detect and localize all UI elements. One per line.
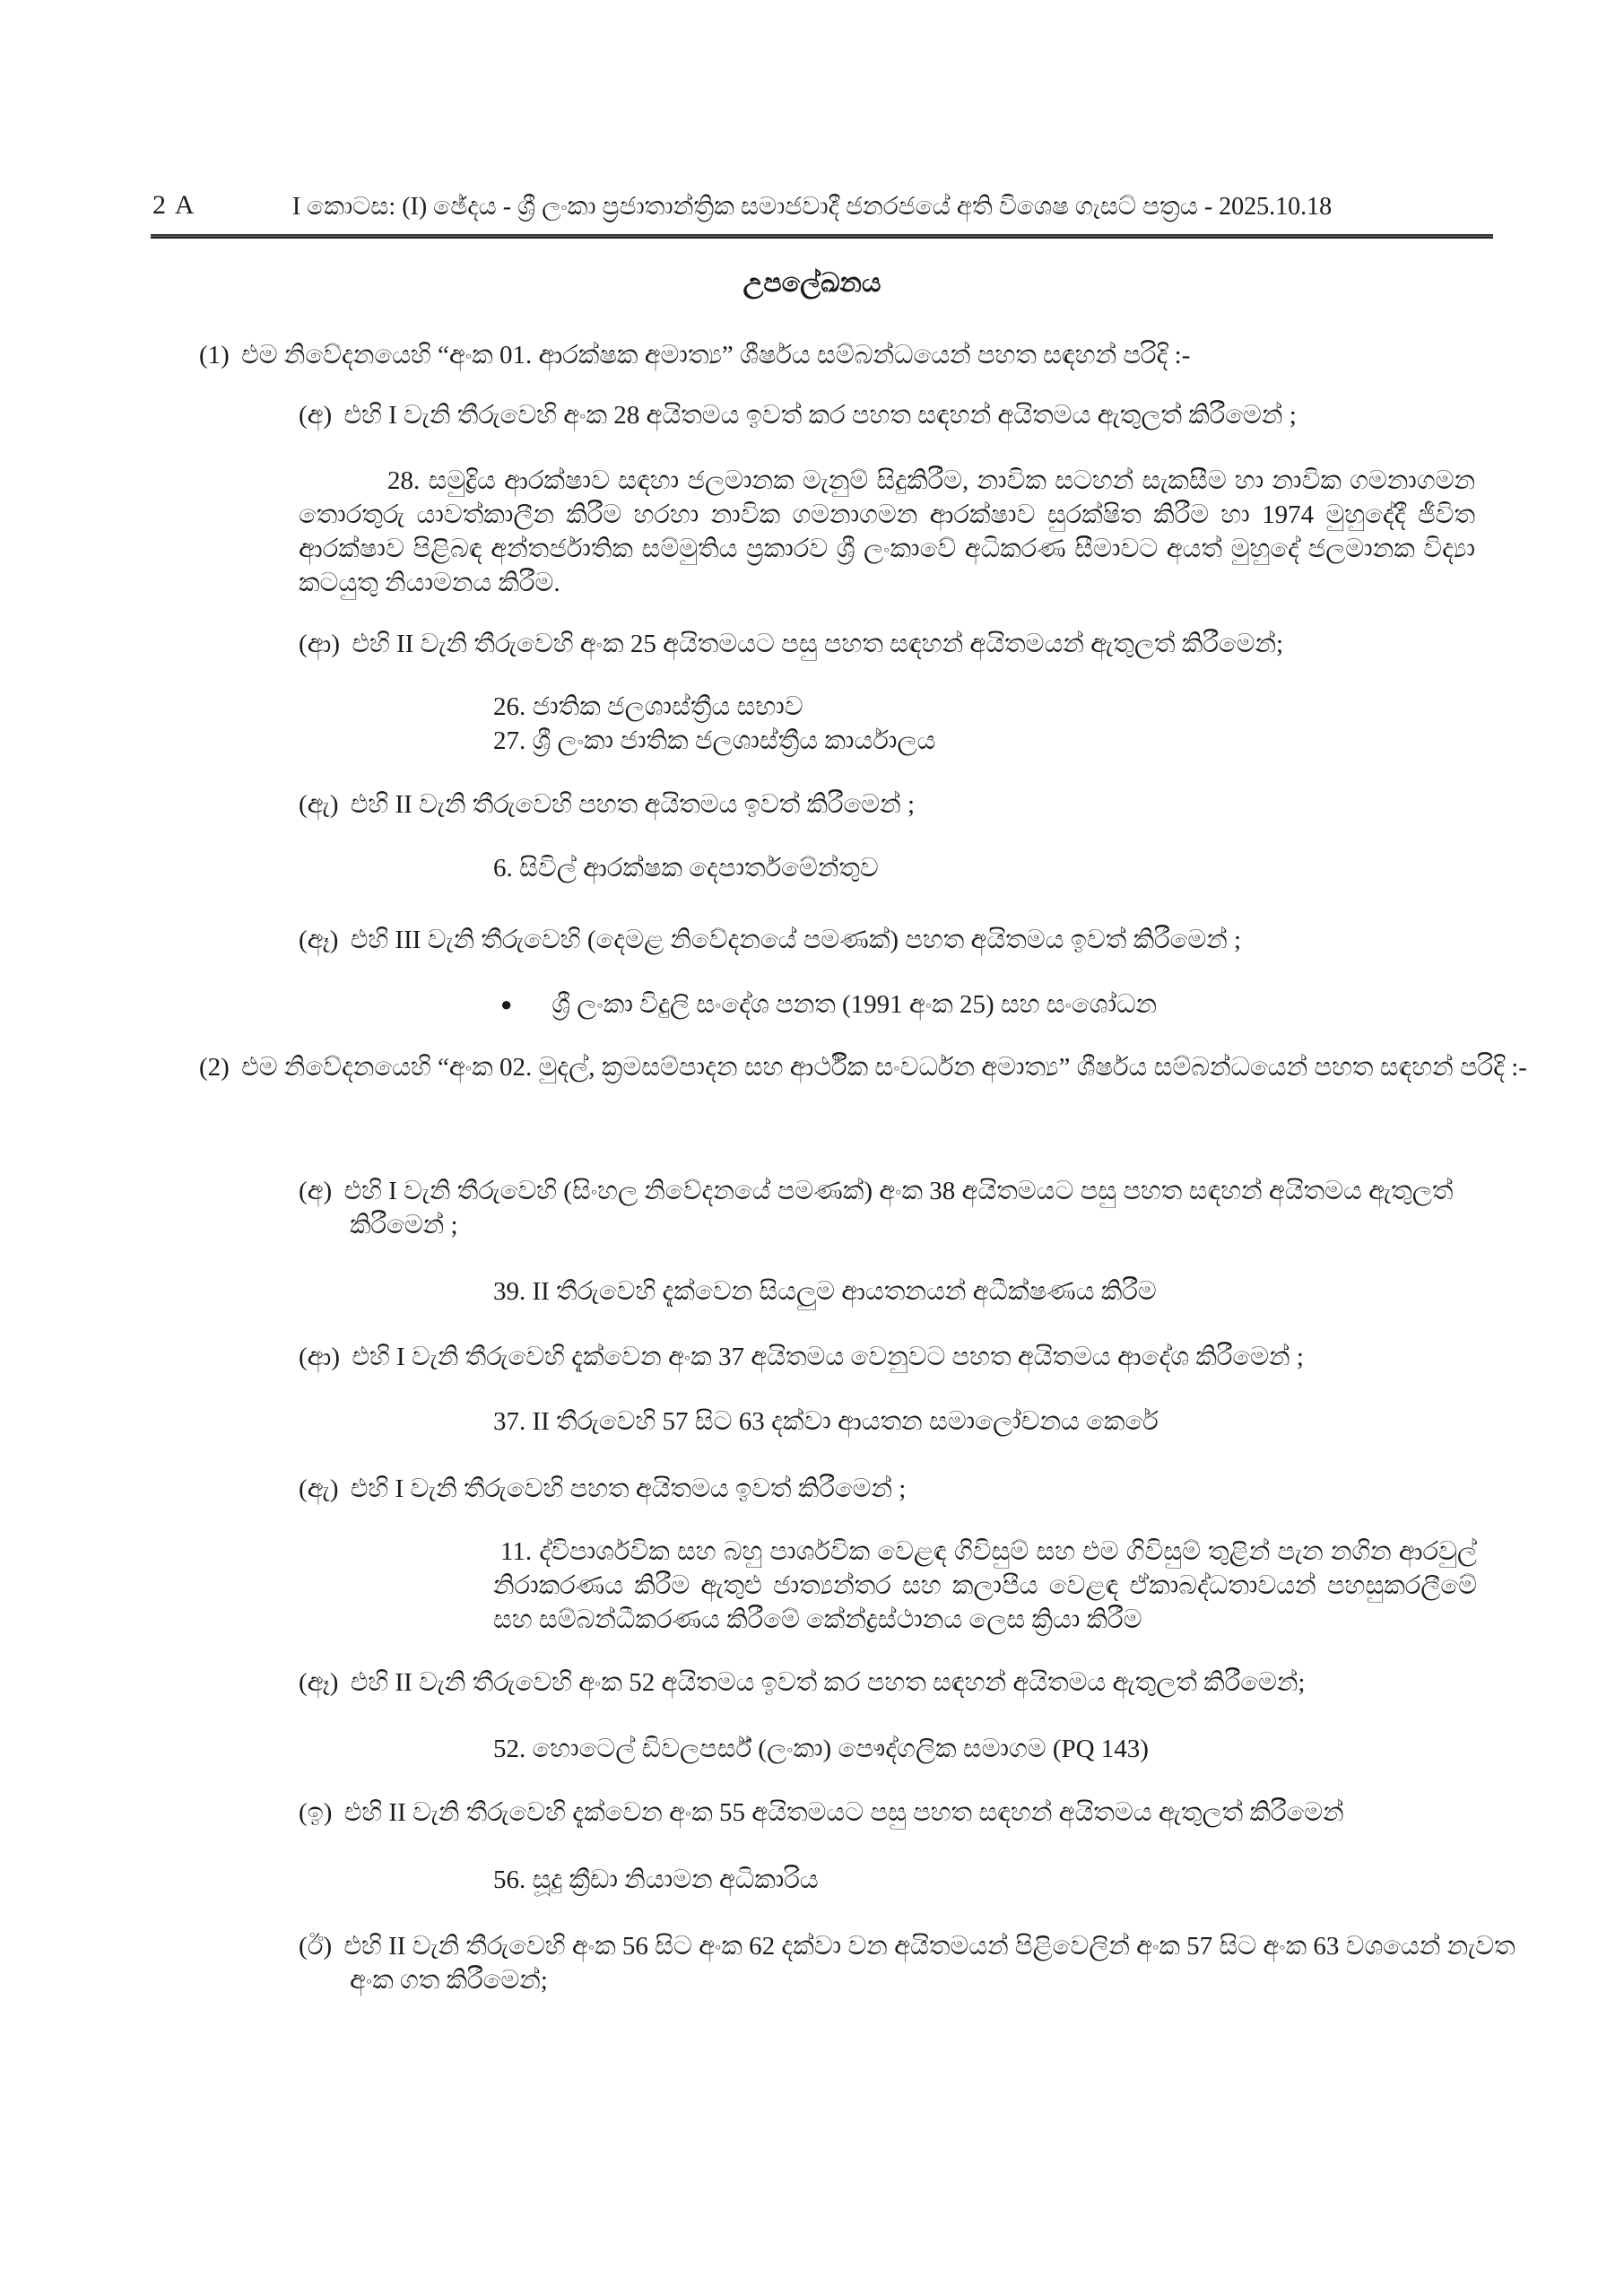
clause-1-sub-d: [299, 923, 1526, 957]
clause-2-sub-b: [299, 1340, 1526, 1374]
subclause-text: එහි II වැනි තීරුවෙහි පහත අයිතමය ඉවත් කිරීමෙන් ;: [350, 790, 916, 819]
clause-2-item-11: 11. ද්විපාර්ශවික සහ බහු පාර්ශවික වෙළඳ ගිවිසුම් සහ එම ගිවිසුම් තුළින් පැන නගින ආරවුල් නිරාකරණය කිරීම ඇතුළු ජාත්‍යන්තර සහ කලාපීය වෙළඳ ඒකාබද්ධතාවයන් පහසුකරලීමේ සහ සම්බන්ධීකරණය කිරීමේ කේන්ද්‍රස්ථානය ලෙස ක්‍රියා කිරීම: [493, 1537, 1477, 1634]
clause-2-sub-e: [299, 1796, 1526, 1830]
list-item-27: 27. ශ්‍රී ලංකා ජාතික ජලශාස්ත්‍රීය කාර්යාලය: [493, 726, 936, 755]
schedule-title: උපලේඛනය: [743, 268, 881, 298]
clause-2-sub-c: [299, 1472, 1526, 1506]
subclause-text: එහි II වැනි තීරුවෙහි දැක්වෙන අංක 55 අයිතමයට පසු පහත සඳහන් අයිතමය ඇතුලත් කිරීමෙන්: [343, 1798, 1344, 1827]
header-divider-rule: [151, 234, 1493, 239]
list-item-52: 52. හොටෙල් ඩිවලපර්ස් (ලංකා) පෞද්ගලික සමාගම (PQ 143): [493, 1735, 1149, 1763]
clause-2-sub-a: [299, 1174, 1526, 1242]
bullet-item-text: ශ්‍රී ලංකා විදුලි සංදේශ පනත (1991 අංක 25) සහ සංශෝධන: [551, 990, 1158, 1019]
subclause-letter: (ඇ): [299, 1474, 339, 1503]
clause-2-number: (2): [199, 1053, 230, 1082]
subclause-letter: (ඈ): [299, 1668, 339, 1697]
subclause-text: එහි III වැනි තීරුවෙහි (දෙමළ නිවේදනයේ පමණක්) පහත අයිතමය ඉවත් කිරීමෙන් ;: [350, 926, 1242, 954]
clause-1-intro: එම නිවේදනයෙහි “අංක 01. ආරක්ෂක අමාත්‍ය” ශීර්ෂය සම්බන්ධයෙන් පහත සඳහන් පරිදි :-: [241, 341, 1191, 370]
clause-2-intro: එම නිවේදනයෙහි “අංක 02. මුදල්, ක්‍රමසම්පාදන සහ ආර්ථීක සංවර්ධන අමාත්‍ය” ශීර්ෂය සම්බන්ධයෙන් පහත සඳහන් පරිදි :-: [241, 1053, 1527, 1082]
list-item-6: 6. සිවිල් ආරක්ෂක දෙපාර්තමේන්තුව: [493, 854, 879, 883]
bullet-icon: ●: [500, 993, 513, 1015]
page-number: 2 A: [152, 190, 196, 220]
subclause-letter: (ඊ): [299, 1932, 333, 1961]
clause-2: [199, 1050, 1527, 1084]
clause-1-item-28: 28. සමුද්‍රිය ආරක්ෂාව සඳහා ජලමානක මැනුම් සිදුකිරීම, නාවික සටහන් සැකසීම හා නාවික ගමනාගමන තොරතුරු යාවත්කාලීන කිරීම හරහා නාවික ගමනාගමන ආරක්ෂාව සුරක්ෂිත කිරීම හා 1974 මුහුදේදී ජීවිත ආරක්ෂාව පිළිබඳ අන්තර්ජාතික සම්මුතිය ප්‍රකාරව ශ්‍රී ලංකාවේ අධිකරණ සීමාවට අයත් මුහුදේ ජලමානක විද්‍යා කටයුතු නියාමනය කිරීම.: [299, 466, 1475, 597]
list-item-39: 39. II තීරුවෙහි දැක්වෙන සියලුම ආයතනයන් අධීක්ෂණය කිරීම: [493, 1277, 1157, 1306]
list-item-37: 37. II තීරුවෙහි 57 සිට 63 දක්වා ආයතන සමාලෝචනය කෙරේ: [493, 1407, 1159, 1436]
subclause-letter: (ආ): [299, 1343, 341, 1371]
subclause-text: එහි I වැනි තීරුවෙහි පහත අයිතමය ඉවත් කිරීමෙන් ;: [350, 1474, 907, 1503]
clause-1-sub-c: [299, 787, 1526, 822]
subclause-text: එහි I වැනි තීරුවෙහි අංක 28 අයිතමය ඉවත් කර පහත සඳහන් අයිතමය ඇතුලත් කිරීමෙන් ;: [343, 401, 1297, 430]
subclause-letter: (අ): [299, 1177, 333, 1205]
subclause-text: එහි I වැනි තීරුවෙහි (සිංහල නිවේදනයේ පමණක්) අංක 38 අයිතමයට පසු පහත සඳහන් අයිතමය ඇතුලත් කිරීමෙන් ;: [343, 1177, 1454, 1239]
subclause-letter: (ඉ): [299, 1798, 333, 1827]
gazette-running-header: I කොටස: (I) ඡේදය - ශ්‍රී ලංකා ප්‍රජාතාන්ත්‍රික සමාජවාදී ජනරජයේ අති විශෙෂ ගැසට් පත්‍රය - 2025.10.18: [291, 193, 1333, 221]
subclause-text: එහි I වැනි තීරුවෙහි දැක්වෙන අංක 37 අයිතමය වෙනුවට පහත අයිතමය ආදේශ කිරීමෙන් ;: [352, 1343, 1304, 1371]
subclause-text: එහි II වැනි තීරුවෙහි අංක 56 සිට අංක 62 දක්වා වන අයිතමයන් පිළිවෙලින් අංක 57 සිට අංක 63 වශයෙන් නැවත අංක ගත කිරීමෙන්;: [343, 1932, 1515, 1995]
subclause-letter: (ආ): [299, 630, 341, 658]
clause-2-sub-d: [299, 1665, 1526, 1700]
clause-1-sub-a: [299, 398, 1526, 432]
list-item-56: 56. සූදු ක්‍රීඩා නියාමන අධිකාරිය: [493, 1866, 819, 1894]
clause-1-sub-b: [299, 627, 1526, 661]
clause-1: [199, 338, 1527, 372]
subclause-text: එහි II වැනි තීරුවෙහි අංක 25 අයිතමයට පසු පහත සඳහන් අයිතමයන් ඇතුලත් කිරීමෙන්;: [352, 630, 1284, 658]
clause-1-number: (1): [199, 341, 230, 370]
subclause-letter: (ඇ): [299, 790, 339, 819]
clause-2-sub-f: [299, 1929, 1526, 1997]
subclause-text: එහි II වැනි තීරුවෙහි අංක 52 අයිතමය ඉවත් කර පහත සඳහන් අයිතමය ඇතුලත් කිරීමෙන්;: [350, 1668, 1306, 1697]
list-item-26: 26. ජාතික ජලශාස්ත්‍රීය සභාව: [493, 692, 803, 721]
subclause-letter: (අ): [299, 401, 333, 430]
bullet-item: [500, 987, 1157, 1022]
subclause-letter: (ඈ): [299, 926, 339, 954]
